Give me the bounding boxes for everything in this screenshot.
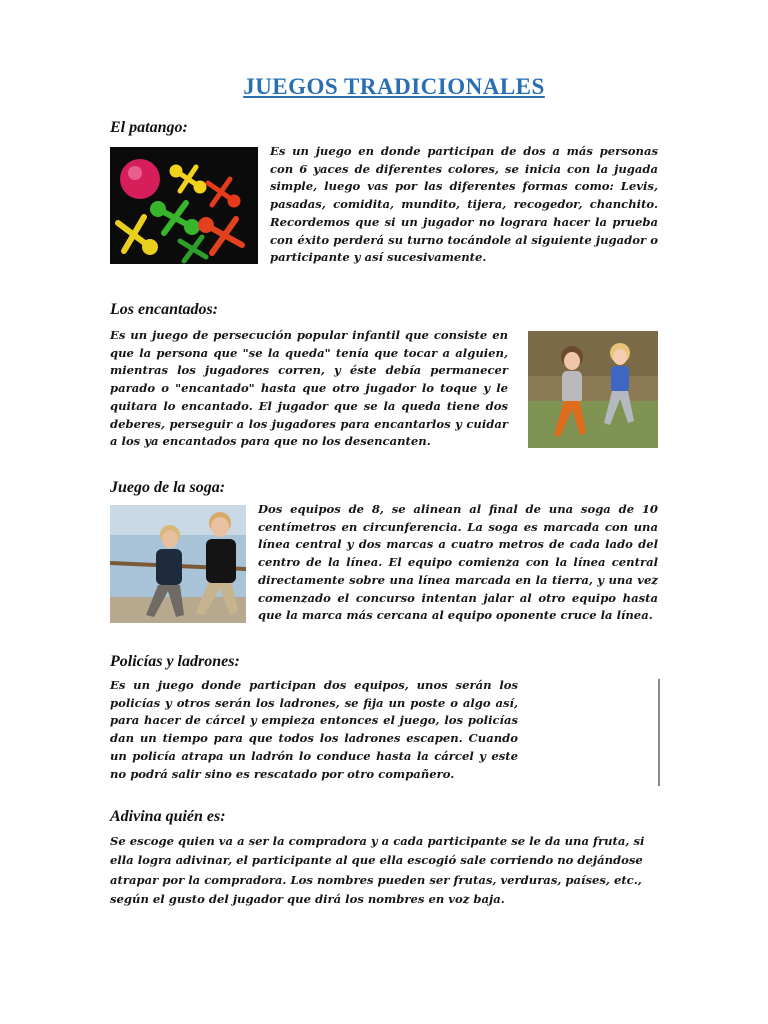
section-text-soga: Dos equipos de 8, se alinean al final de una soga de 10 centímetros en circunferencia. La soga es marcada con una línea central y dos marcas a cuatro metros de cada lado del centro de la línea. El equipo comienza con la línea central directamente sobre una línea marcada en la tierra, y una vez comenzado el concurso intentan jalar al otro equipo hasta que la marca más cercana al equipo oponente cruce la línea. [258, 502, 658, 623]
section-text-patango: Es un juego en donde participan de dos a más personas con 6 yaces de diferentes colores, se inicia con la jugada simple, luego vas por las diferentes formas como: Levis, pasadas, comidita, mundito, tijera, recogedor, chanchito. Recordemos que si un jugador no lograra hacer la prueba con éxito perderá su turno tocándole al siguiente jugador o participante y así sucesivamente. [270, 144, 658, 265]
section-text-policias: Es un juego donde participan dos equipos, unos serán los policías y otros serán los ladrones, se fija un poste o algo así, para hacer de cárcel y empieza entonces el juego, los policías dan un tiempo para que todos los ladrones escapen. Cuando un policía atrapa un ladrón lo conduce hasta la cárcel y este no podrá salir sino es rescatado por otro compañero. [110, 678, 518, 781]
section-heading-soga: Juego de la soga: [110, 479, 226, 496]
section-heading-encantados: Los encantados: [110, 301, 218, 318]
page-title: JUEGOS TRADICIONALES [243, 74, 545, 99]
section-text-adivina: Se escoge quien va a ser la compradora y a cada participante se le da una fruta, si ella logra adivinar, el participante al que ella escogió sale corriendo no dejándose atrapar por la compradora. Los nombres pueden ser frutas, verduras, países, etc., según el gusto del jugador que dirá los nombres en voz baja. [110, 834, 645, 907]
section-text-encantados: Es un juego de persecución popular infantil que consiste en que la persona que "se la queda" tenía que tocar a alguien, mientras los jugadores corren, y éste debía permanecer parado o "encantado" hasta que otro jugador lo toque y le quitara lo encantado. El jugador que se la queda tiene dos deberes, perseguir a los jugadores para encantarlos y cuidar a los ya encantados para que no los desencanten. [110, 328, 508, 449]
photo-children-running [528, 331, 658, 448]
section-heading-patango: El patango: [110, 119, 188, 136]
section-heading-policias: Policías y ladrones: [110, 653, 240, 670]
tug-of-war-photo-icon [110, 505, 246, 623]
jacks-ball-photo-icon [110, 147, 258, 264]
photo-tug-of-war [110, 505, 246, 623]
vertical-rule [658, 679, 660, 786]
section-heading-adivina: Adivina quién es: [110, 808, 226, 825]
children-running-photo-icon [528, 331, 658, 448]
photo-jacks [110, 147, 258, 264]
